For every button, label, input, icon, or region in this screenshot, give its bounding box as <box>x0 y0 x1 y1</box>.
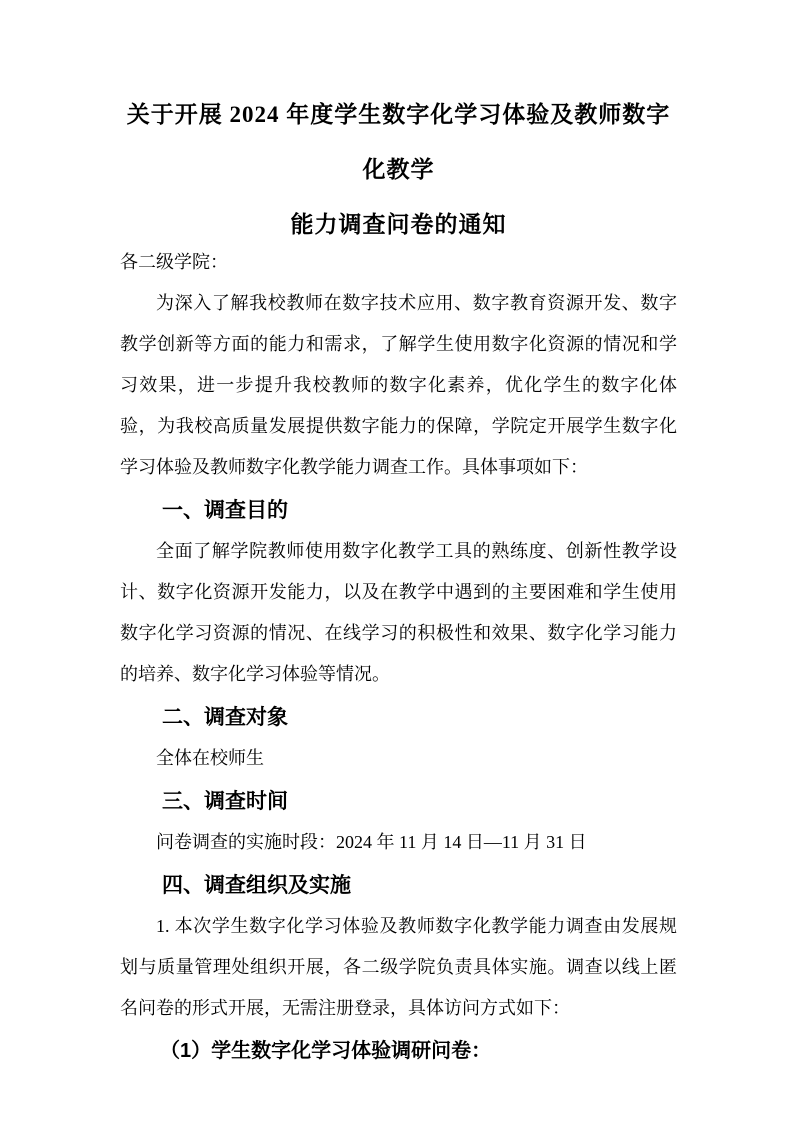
section-heading-purpose: 一、调查目的 <box>162 499 288 522</box>
section-body-organization: 1. 本次学生数字化学习体验及教师数字化教学能力调查由发展规划与质量管理处组织开展，各二级学院负责具体实施。调查以线上匿名问卷的形式开展，无需注册登录，具体访问方式如下： <box>120 916 677 1018</box>
section-body-time: 问卷调查的实施时段：2024 年 11 月 14 日—11 月 31 日 <box>156 832 587 852</box>
document-title <box>120 87 677 252</box>
section-body-target: 全体在校师生 <box>156 748 264 768</box>
subitem-heading-student-questionnaire: （1）学生数字化学习体验调研问卷： <box>160 1040 492 1062</box>
section-heading-organization: 四、调查组织及实施 <box>162 874 351 897</box>
salutation: 各二级学院： <box>120 252 228 272</box>
title-line-1: 关于开展 2024 年度学生数字化学习体验及教师数字化教学 <box>126 102 671 182</box>
title-line-2: 能力调查问卷的通知 <box>290 212 507 237</box>
section-body-purpose: 全面了解学院教师使用数字化教学工具的熟练度、创新性教学设计、数字化资源开发能力，以及在教学中遇到的主要困难和学生使用数字化学习资源的情况、在线学习的积极性和效果、数字化学习能力的培养、数字化学习体验等情况。 <box>120 541 677 684</box>
section-heading-time: 三、调查时间 <box>162 790 288 813</box>
intro-paragraph: 为深入了解我校教师在数字技术应用、数字教育资源开发、数字教学创新等方面的能力和需求，了解学生使用数字化资源的情况和学习效果，进一步提升我校教师的数字化素养，优化学生的数字化体验，为我校高质量发展提供数字能力的保障，学院定开展学生数字化学习体验及教师数字化教学能力调查工作。具体事项如下： <box>120 293 677 477</box>
section-heading-target: 二、调查对象 <box>162 706 288 729</box>
